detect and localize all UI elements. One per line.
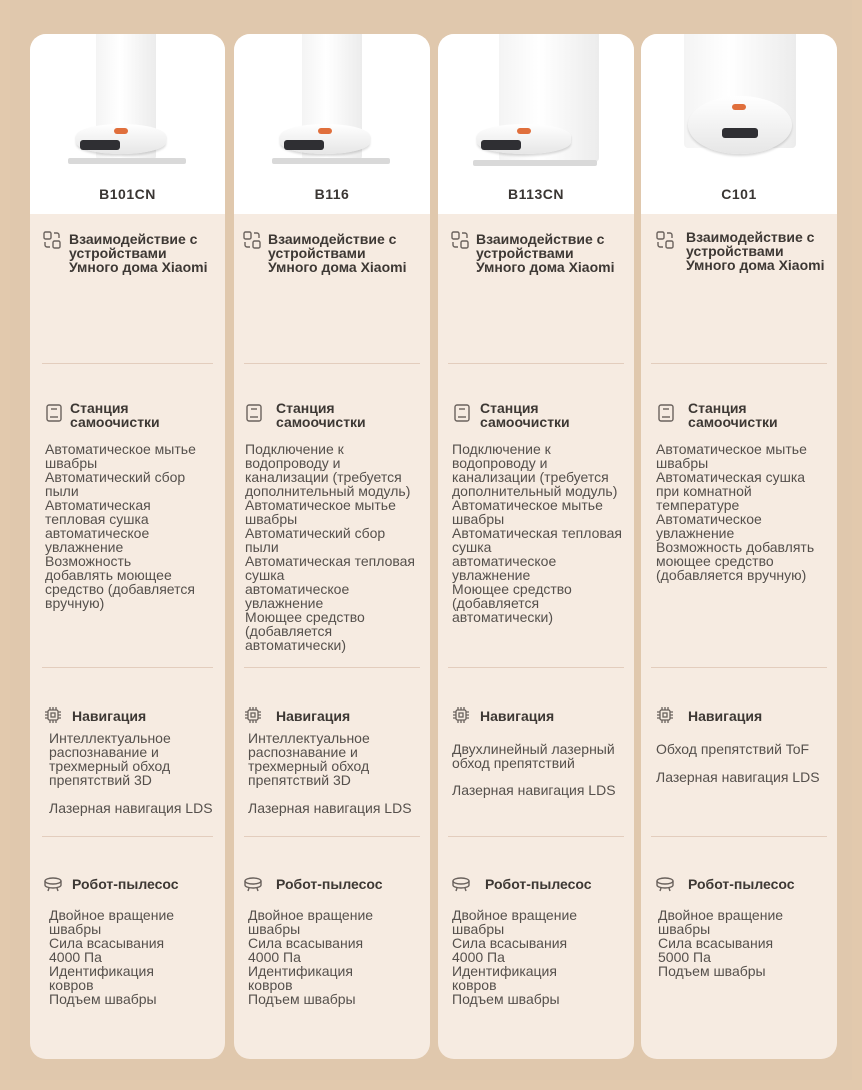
section-divider (42, 363, 213, 364)
robot-vacuum-icon (243, 874, 263, 894)
robot-vacuum-icon (655, 874, 675, 894)
dock-station-icon (656, 403, 676, 423)
robot-features: Двойное вращение швабры Сила всасывания 4000 Па Идентификация ковров Подъем швабры (49, 907, 175, 1007)
robot-bumper (481, 140, 521, 150)
product-image (68, 34, 188, 170)
lidar-accent (517, 128, 531, 134)
chip-icon (655, 705, 675, 725)
section-divider (244, 667, 420, 668)
section-divider (651, 836, 827, 837)
robot-features: Двойное вращение швабры Сила всасывания 4000 Па Идентификация ковров Подъем швабры (248, 907, 374, 1007)
section-divider (651, 363, 827, 364)
station-features: Подключение к водопроводу и канализации (требуется дополнительный модуль) Автоматическое мытье швабры Автоматический сбор пыли Автоматическая тепловая сушка автоматическое увлажнение Моющее средство (добавляется автоматически) (245, 441, 415, 653)
lidar-accent (732, 104, 746, 110)
section-divider (448, 667, 624, 668)
product-image-area (438, 34, 634, 214)
robot-bumper (722, 128, 758, 138)
smart-home-title: Взаимодействие с устройствами Умного дома Xiaomi (69, 231, 208, 275)
section-divider (244, 836, 420, 837)
navigation-title: Навигация (688, 708, 763, 724)
station-features: Подключение к водопроводу и канализации (требуется дополнительный модуль) Автоматическое мытье швабры Автоматическая тепловая сушка автоматическое увлажнение Моющее средство (добавляется автоматически) (452, 441, 622, 625)
navigation-lds: Лазерная навигация LDS (656, 769, 820, 785)
product-card-b113cn (438, 34, 634, 1059)
model-name: B116 (314, 186, 350, 202)
section-divider (448, 836, 624, 837)
device-link-icon (655, 230, 675, 250)
smart-home-title: Взаимодействие с устройствами Умного дома Xiaomi (268, 231, 407, 275)
navigation-features: Интеллектуальное распознавание и трехмерный обход препятствий 3D (49, 730, 171, 788)
product-card-c101 (641, 34, 837, 1059)
product-image-area (641, 34, 837, 214)
product-card-b101cn (30, 34, 225, 1059)
smart-home-title: Взаимодействие с устройствами Умного дома Xiaomi (476, 231, 615, 275)
dock-station-icon (44, 403, 64, 423)
navigation-title: Навигация (480, 708, 555, 724)
robot-title: Робот-пылесос (485, 876, 592, 892)
dock-ramp (68, 158, 186, 164)
chip-icon (243, 705, 263, 725)
background-frame (10, 0, 852, 1080)
navigation-title: Навигация (72, 708, 147, 724)
station-title: Станция самоочистки (276, 400, 366, 430)
robot-title: Робот-пылесос (688, 876, 795, 892)
section-divider (42, 836, 213, 837)
section-divider (448, 363, 624, 364)
dock-ramp (473, 160, 597, 166)
station-features: Автоматическое мытье швабры Автоматическая сушка при комнатной температуре Автоматическое увлажнение Возможность добавлять моющее средство (добавляется вручную) (656, 441, 815, 583)
robot-title: Робот-пылесос (276, 876, 383, 892)
station-title: Станция самоочистки (480, 400, 570, 430)
navigation-features: Двухлинейный лазерный обход препятствий (452, 741, 615, 771)
smart-home-title: Взаимодействие с устройствами Умного дома Xiaomi (686, 229, 825, 273)
lidar-accent (114, 128, 128, 134)
model-name: B101CN (99, 186, 156, 202)
model-name: B113CN (508, 186, 564, 202)
model-name: C101 (721, 186, 757, 202)
section-divider (651, 667, 827, 668)
navigation-lds: Лазерная навигация LDS (452, 782, 616, 798)
product-image-area (30, 34, 225, 214)
navigation-lds: Лазерная навигация LDS (248, 800, 412, 816)
robot-vacuum-icon (451, 874, 471, 894)
section-divider (42, 667, 213, 668)
navigation-title: Навигация (276, 708, 351, 724)
device-link-icon (450, 230, 470, 250)
navigation-features: Интеллектуальное распознавание и трехмерный обход препятствий 3D (248, 730, 370, 788)
dock-station-icon (452, 403, 472, 423)
chip-icon (451, 705, 471, 725)
navigation-features: Обход препятствий ToF (656, 741, 810, 757)
dock-ramp (272, 158, 390, 164)
navigation-lds: Лазерная навигация LDS (49, 800, 213, 816)
section-divider (244, 363, 420, 364)
robot-features: Двойное вращение швабры Сила всасывания 5000 Па Подъем швабры (658, 907, 784, 979)
robot-bumper (80, 140, 120, 150)
device-link-icon (42, 230, 62, 250)
chip-icon (43, 705, 63, 725)
robot-title: Робот-пылесос (72, 876, 179, 892)
robot-bumper (284, 140, 324, 150)
station-title: Станция самоочистки (688, 400, 778, 430)
robot-vacuum-icon (43, 874, 63, 894)
product-image-area (234, 34, 430, 214)
station-title: Станция самоочистки (70, 400, 160, 430)
product-card-b116 (234, 34, 430, 1059)
robot-features: Двойное вращение швабры Сила всасывания 4000 Па Идентификация ковров Подъем швабры (452, 907, 578, 1007)
device-link-icon (242, 230, 262, 250)
product-image (674, 34, 804, 168)
product-image (471, 34, 601, 170)
lidar-accent (318, 128, 332, 134)
product-image (272, 34, 392, 170)
station-features: Автоматическое мытье швабры Автоматический сбор пыли Автоматическая тепловая сушка автоматическое увлажнение Возможность добавлять моющее средство (добавляется вручную) (45, 441, 196, 611)
dock-station-icon (244, 403, 264, 423)
